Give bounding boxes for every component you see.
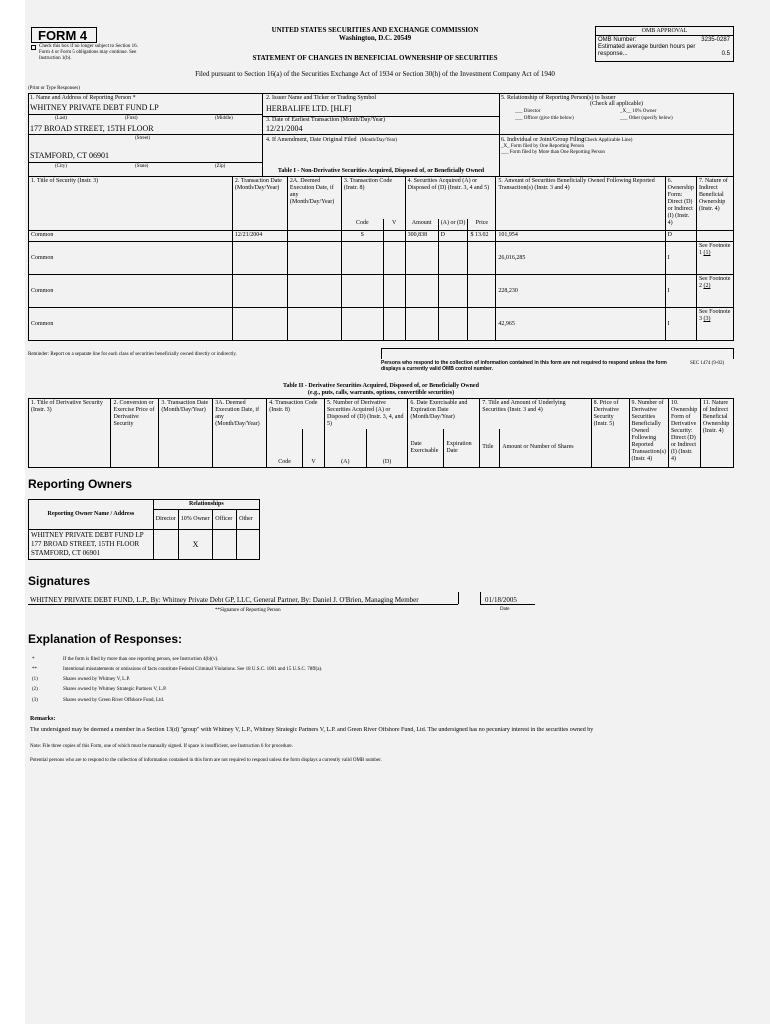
t1-r0-form: D <box>665 231 696 242</box>
box1-label: 1. Name and Address of Reporting Person * <box>30 95 136 101</box>
t2-sub-expiration: Expiration Date <box>444 429 480 467</box>
explanation-mark-3: (2) <box>32 687 38 692</box>
owner-name-header: Reporting Owner Name / Address <box>29 500 154 530</box>
t1-sub-code: Code <box>341 219 383 231</box>
t1-h2: 2. Transaction Date (Month/Day/Year) <box>232 177 287 231</box>
t1-r3-title: Common <box>29 308 233 341</box>
t1-r0-price: $ 13.02 <box>468 231 496 242</box>
statement-title: STATEMENT OF CHANGES IN BENEFICIAL OWNERSHIP OF SECURITIES <box>252 54 498 62</box>
explanation-mark-4: (3) <box>32 698 38 703</box>
form-title: FORM 4 <box>38 28 88 43</box>
form-page <box>25 0 770 1024</box>
t2-h6: 6. Date Exercisable and Expiration Date (Month/Day/Year) <box>408 399 480 430</box>
filing-note: Note: File three copies of this Form, one of which must be manually signed. If space is insufficient, see Instruction 6 for procedure. <box>30 744 293 749</box>
no-longer-subject-checkbox[interactable] <box>31 45 36 50</box>
table-row <box>29 275 734 308</box>
city-label: (City) <box>55 164 67 169</box>
ten-percent-option: _X__ 10% Owner <box>620 109 657 114</box>
t2-h3: 3. Transaction Date (Month/Day/Year) <box>159 399 213 468</box>
t2-h2: 2. Conversion or Exercise Price of Derivative Security <box>111 399 159 468</box>
box4-sub: (Month/Day/Year) <box>360 138 397 143</box>
date-label: Date <box>500 607 510 612</box>
omb-approval-box <box>595 26 734 62</box>
t2-sub-title: Title <box>480 429 500 467</box>
table-row <box>29 231 734 242</box>
explanation-mark-1: ** <box>32 667 37 672</box>
ten-percent-header: 10% Owner <box>178 510 212 530</box>
signature-text: WHITNEY PRIVATE DEBT FUND, L.P., By: Whitney Private Debt GP, LLC, General Partner, By: Daniel J. O'Brien, Managing Member <box>30 596 419 604</box>
street-address: 177 BROAD STREET, 15TH FLOOR <box>30 124 154 133</box>
table-row <box>29 308 734 341</box>
director-header: Director <box>153 510 178 530</box>
t1-h6: 6. Ownership Form: Direct (D) or Indirect (I) (Instr. 4) <box>665 177 696 231</box>
box5-sub: (Check all applicable) <box>590 101 643 107</box>
box2-label: 2. Issuer Name and Ticker or Trading Symbol <box>266 95 376 101</box>
omb-title: OMB APPROVAL <box>596 28 733 36</box>
form-title-box <box>31 27 97 43</box>
table2 <box>28 398 734 468</box>
explanation-heading: Explanation of Responses: <box>28 632 183 646</box>
other-option: ___ Other (specify below) <box>620 116 673 121</box>
filed-pursuant: Filed pursuant to Section 16(a) of the Securities Exchange Act of 1934 or Section 30(h) of the Investment Company Act of 1940 <box>195 70 555 78</box>
t2-h1: 1. Title of Derivative Security (Instr. 3) <box>29 399 111 468</box>
t2-h10: 10. Ownership Form of Derivative Security: Direct (D) or Indirect (I) (Instr. 4) <box>668 399 700 468</box>
street-label: (Street) <box>135 136 150 141</box>
t1-r0-aord: D <box>438 231 468 242</box>
explanation-mark-0: * <box>32 657 35 662</box>
relationships-header: Relationships <box>153 500 259 510</box>
t2-sub-v: V <box>303 429 325 467</box>
t1-r2-title: Common <box>29 275 233 308</box>
explanation-mark-2: (1) <box>32 677 38 682</box>
explanation-text-1: Intentional misstatements or omissions of facts constitute Federal Criminal Violations. See 18 U.S.C. 1001 and 15 U.S.C. 78ff(a). <box>63 667 323 672</box>
checkbox-label: Check this box if no longer subject to Section 16. Form 4 or Form 5 obligations may continue. See Instruction 1(b). <box>39 44 138 61</box>
t1-r2-fn-link[interactable]: (2) <box>703 283 711 289</box>
omb-number-value: 3235-0287 <box>701 37 730 43</box>
t1-r3-form: I <box>665 308 696 341</box>
omb-number-label: OMB Number: <box>598 37 637 43</box>
officer-header: Officer <box>213 510 237 530</box>
signature-label: **Signature of Reporting Person <box>215 608 281 613</box>
state-label: (State) <box>135 164 149 169</box>
box3-label: 3. Date of Earliest Transaction (Month/Day/Year) <box>266 117 386 123</box>
t1-h7: 7. Nature of Indirect Beneficial Ownership (Instr. 4) <box>696 177 733 231</box>
ten-percent-mark: X <box>178 530 212 560</box>
reporting-owners-heading: Reporting Owners <box>28 477 133 491</box>
t1-r1-fn-link[interactable]: (1) <box>703 250 711 256</box>
signatures-heading: Signatures <box>28 574 91 588</box>
print-or-type: (Print or Type Responses) <box>28 86 80 91</box>
issuer-name: HERBALIFE LTD. [HLF] <box>266 104 352 113</box>
t1-sub-price: Price <box>468 219 496 231</box>
more-persons-option: ___ Form filed by More than One Reporting Person <box>501 150 605 155</box>
table2-title: Table II - Derivative Securities Acquired, Disposed of, or Beneficially Owned <box>283 383 479 389</box>
potential-persons-note: Potential persons who are to respond to the collection of information contained in this form are not required to respond unless the form displays a currently valid OMB number. <box>30 758 382 763</box>
t1-r3-nature: See Footnote <box>698 309 731 315</box>
other-header: Other <box>237 510 260 530</box>
t2-sub-a: (A) <box>324 429 366 467</box>
explanation-text-4: Shares owned by Green River Offshore Fund, Ltd. <box>63 698 165 703</box>
t1-r1-form: I <box>665 242 696 275</box>
reporting-owners-table <box>28 499 260 560</box>
zip-label: (Zip) <box>215 164 226 169</box>
explanation-text-0: If the form is filed by more than one reporting person, see Instruction 4(b)(v). <box>63 657 219 662</box>
table-row <box>29 242 734 275</box>
t1-r1-owned: 26,016,285 <box>496 242 665 275</box>
table1-title: Table I - Non-Derivative Securities Acquired, Disposed of, or Beneficially Owned <box>277 168 485 174</box>
city-state-zip: STAMFORD, CT 06901 <box>30 151 110 160</box>
t1-h3: 3. Transaction Code (Instr. 8) <box>341 177 405 219</box>
signature-date: 01/18/2005 <box>485 596 517 604</box>
one-person-option: _X_ Form filed by One Reporting Person <box>501 144 585 149</box>
t2-h4: 4. Transaction Code (Instr. 8) <box>267 399 325 430</box>
table-row <box>29 530 260 560</box>
t2-sub-exercisable: Date Exercisable <box>408 429 444 467</box>
reminder-text: Reminder: Report on a separate line for each class of securities beneficially owned directly or indirectly. <box>28 352 237 357</box>
t2-h5: 5. Number of Derivative Securities Acquired (A) or Disposed of (D) (Instr. 3, 4, and 5) <box>324 399 407 430</box>
remarks-text: The undersigned may be deemed a member in a Section 13(d) "group" with Whitney V, L.P., Whitney Strategic Partners V, L.P. and Green River Offshore Fund, Ltd. The undersigned has no pecuniary interest in the securities owned by <box>30 727 594 733</box>
owner-street: 177 BROAD STREET, 15TH FLOOR <box>31 540 140 548</box>
t1-r1-nature: See Footnote <box>698 243 731 249</box>
t1-r0-date: 12/21/2004 <box>232 231 287 242</box>
t1-sub-aord: (A) or (D) <box>438 219 468 231</box>
explanation-text-2: Shares owned by Whitney V, L.P. <box>63 677 130 682</box>
owner-name: WHITNEY PRIVATE DEBT FUND LP <box>31 531 144 539</box>
t1-r1-fn: 1 <box>698 250 702 256</box>
t1-sub-amount: Amount <box>405 219 438 231</box>
t1-r3-owned: 42,965 <box>496 308 665 341</box>
reporting-person-name: WHITNEY PRIVATE DEBT FUND LP <box>30 103 159 112</box>
t1-r2-nature: See Footnote <box>698 276 731 282</box>
box4-label: 4. If Amendment, Date Original Filed <box>266 137 357 143</box>
notice-box <box>381 348 734 359</box>
t2-h7: 7. Title and Amount of Underlying Securities (Instr. 3 and 4) <box>480 399 591 430</box>
explanation-text-3: Shares owned by Whitney Strategic Partners V, L.P. <box>63 687 167 692</box>
t2-h9: 9. Number of Derivative Securities Beneficially Owned Following Reported Transaction(s) (Instr. 4) <box>629 399 668 468</box>
box6-label: 6. Individual or Joint/Group Filing <box>501 137 585 143</box>
t2-h8: 8. Price of Derivative Security (Instr. 5) <box>591 399 629 468</box>
t1-r2-form: I <box>665 275 696 308</box>
director-option: ___ Director <box>515 109 541 114</box>
t2-h11: 11. Nature of Indirect Beneficial Ownership (Instr. 4) <box>700 399 733 468</box>
omb-burden-label: Estimated average burden hours per response... <box>598 44 696 57</box>
t1-r0-title: Common <box>29 231 233 242</box>
t1-r2-owned: 228,230 <box>496 275 665 308</box>
t1-r0-amount: 300,838 <box>405 231 438 242</box>
t1-r2-fn: 2 <box>698 283 702 289</box>
t1-r3-fn-link[interactable]: (3) <box>703 316 711 322</box>
agency-name: UNITED STATES SECURITIES AND EXCHANGE COMMISSION <box>271 26 479 34</box>
omb-burden-value: 0.5 <box>721 51 730 57</box>
t2-sub-amount: Amount or Number of Shares <box>500 429 591 467</box>
box5-label: 5. Relationship of Reporting Person(s) to Issuer <box>501 95 616 101</box>
remarks-heading: Remarks: <box>30 716 56 722</box>
t1-h5: 5. Amount of Securities Beneficially Owned Following Reported Transaction(s) (Instr. 3 and 4) <box>496 177 665 231</box>
t1-h4: 4. Securities Acquired (A) or Disposed of (D) (Instr. 3, 4 and 5) <box>405 177 496 219</box>
t1-sub-v: V <box>383 219 405 231</box>
t2-h3a: 3A. Deemed Execution Date, if any (Month/Day/Year) <box>213 399 267 468</box>
t1-r0-owned: 101,954 <box>496 231 665 242</box>
last-label: (Last) <box>55 116 67 121</box>
t1-r1-title: Common <box>29 242 233 275</box>
officer-option: ___ Officer (give title below) <box>515 116 574 121</box>
persons-notice: Persons who respond to the collection of information contained in this form are not required to respond unless the form displays a currently valid OMB control number. <box>381 360 667 372</box>
table2-subtitle: (e.g., puts, calls, warrants, options, convertible securities) <box>307 390 455 396</box>
sec-code: SEC 1474 (9-02) <box>690 361 725 366</box>
t1-r3-fn: 3 <box>698 316 702 322</box>
t2-sub-code: Code <box>267 429 303 467</box>
first-label: (First) <box>125 116 138 121</box>
earliest-transaction-date: 12/21/2004 <box>266 124 303 133</box>
t1-r0-code: S <box>341 231 383 242</box>
middle-label: (Middle) <box>215 116 233 121</box>
box6-sub: (Check Applicable Line) <box>583 138 633 143</box>
t1-h2a: 2A. Deemed Execution Date, if any (Month/Day/Year) <box>287 177 341 231</box>
owner-city: STAMFORD, CT 06901 <box>31 549 101 557</box>
table1 <box>28 176 734 341</box>
t1-h1: 1. Title of Security (Instr. 3) <box>29 177 233 231</box>
agency-location: Washington, D.C. 20549 <box>338 34 412 42</box>
t2-sub-d: (D) <box>366 429 408 467</box>
